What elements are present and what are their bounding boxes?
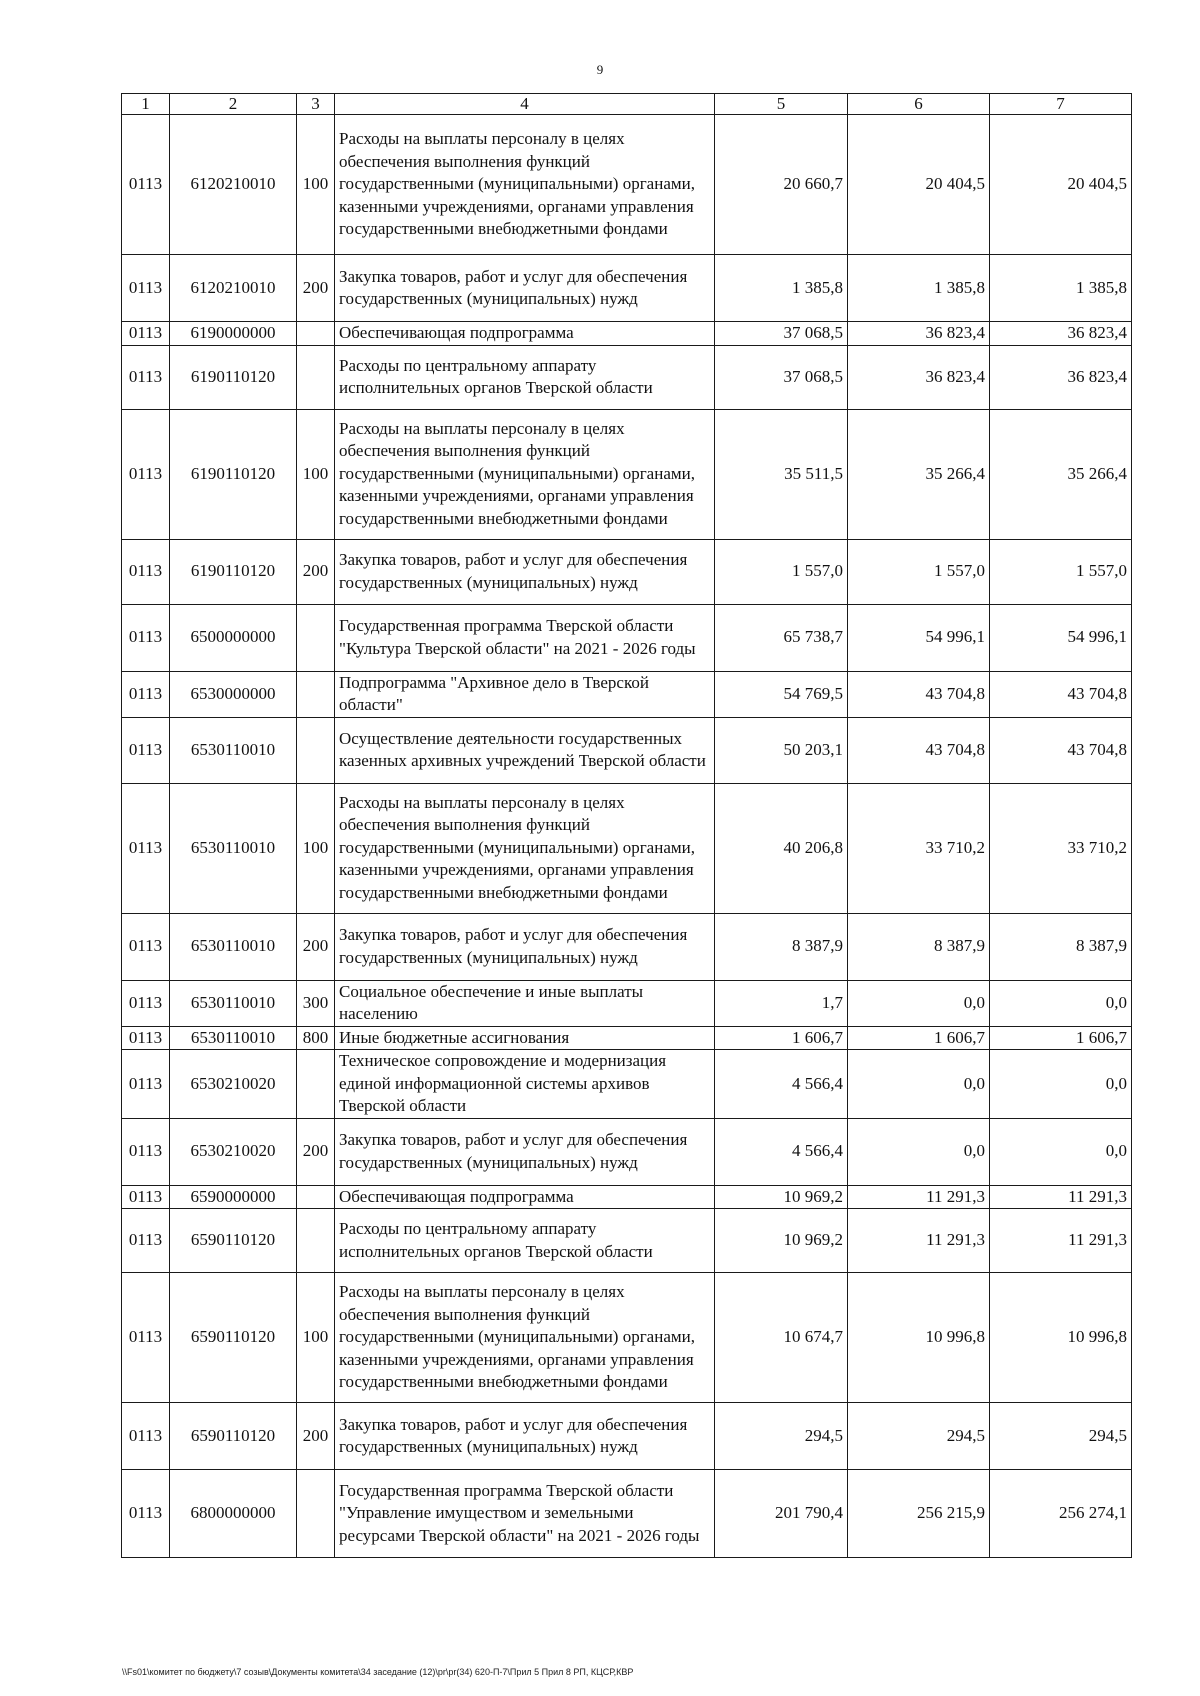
description: Расходы на выплаты персоналу в целях обеспечения выполнения функций государственными (муниципальными) органами, казенными учреждениями, органами управления государственными внебюджетными фондами xyxy=(335,783,715,913)
expense-type-code xyxy=(297,345,335,409)
section-code: 0113 xyxy=(122,1209,170,1273)
target-article-code: 6190000000 xyxy=(170,322,297,346)
column-header: 6 xyxy=(848,94,990,115)
table-row xyxy=(122,1273,1132,1403)
target-article-code: 6190110120 xyxy=(170,539,297,604)
amount-col-5: 4 566,4 xyxy=(715,1050,848,1119)
table-row xyxy=(122,980,1132,1026)
amount-col-5: 4 566,4 xyxy=(715,1118,848,1185)
column-header: 7 xyxy=(990,94,1132,115)
amount-col-5: 65 738,7 xyxy=(715,604,848,671)
table-body xyxy=(122,115,1132,1558)
section-code: 0113 xyxy=(122,255,170,322)
expense-type-code: 200 xyxy=(297,1118,335,1185)
description: Закупка товаров, работ и услуг для обеспечения государственных (муниципальных) нужд xyxy=(335,255,715,322)
table-row xyxy=(122,115,1132,255)
amount-col-6: 1 385,8 xyxy=(848,255,990,322)
description: Техническое сопровождение и модернизация единой информационной системы архивов Тверской области xyxy=(335,1050,715,1119)
amount-col-7: 54 996,1 xyxy=(990,604,1132,671)
expense-type-code: 200 xyxy=(297,913,335,980)
table-row xyxy=(122,345,1132,409)
page-number: 9 xyxy=(596,62,604,77)
amount-col-5: 20 660,7 xyxy=(715,115,848,255)
target-article-code: 6120210010 xyxy=(170,115,297,255)
description: Закупка товаров, работ и услуг для обеспечения государственных (муниципальных) нужд xyxy=(335,1118,715,1185)
description: Обеспечивающая подпрограмма xyxy=(335,1185,715,1209)
expense-type-code: 800 xyxy=(297,1026,335,1050)
amount-col-7: 33 710,2 xyxy=(990,783,1132,913)
section-code: 0113 xyxy=(122,671,170,717)
target-article-code: 6530210020 xyxy=(170,1118,297,1185)
table-row xyxy=(122,1050,1132,1119)
expense-type-code: 100 xyxy=(297,783,335,913)
target-article-code: 6530110010 xyxy=(170,980,297,1026)
amount-col-7: 0,0 xyxy=(990,980,1132,1026)
description: Расходы по центральному аппарату исполнительных органов Тверской области xyxy=(335,1209,715,1273)
expense-type-code: 100 xyxy=(297,409,335,539)
table-row xyxy=(122,1026,1132,1050)
description: Иные бюджетные ассигнования xyxy=(335,1026,715,1050)
description: Закупка товаров, работ и услуг для обеспечения государственных (муниципальных) нужд xyxy=(335,539,715,604)
footer-file-path: \\Fs01\комитет по бюджету\7 созыв\Документы комитета\34 заседание (12)\pr\pr(34) 620-П-7\Прил 5 Прил 8 РП, КЦСР,КВР xyxy=(122,1667,634,1677)
description: Расходы на выплаты персоналу в целях обеспечения выполнения функций государственными (муниципальными) органами, казенными учреждениями, органами управления государственными внебюджетными фондами xyxy=(335,115,715,255)
amount-col-5: 1 557,0 xyxy=(715,539,848,604)
description: Социальное обеспечение и иные выплаты населению xyxy=(335,980,715,1026)
target-article-code: 6590110120 xyxy=(170,1403,297,1470)
expense-type-code: 100 xyxy=(297,115,335,255)
amount-col-5: 35 511,5 xyxy=(715,409,848,539)
column-header: 1 xyxy=(122,94,170,115)
budget-table xyxy=(121,93,1132,1558)
target-article-code: 6590000000 xyxy=(170,1185,297,1209)
amount-col-7: 43 704,8 xyxy=(990,671,1132,717)
amount-col-7: 1 385,8 xyxy=(990,255,1132,322)
target-article-code: 6530110010 xyxy=(170,913,297,980)
column-header: 2 xyxy=(170,94,297,115)
amount-col-7: 20 404,5 xyxy=(990,115,1132,255)
amount-col-6: 20 404,5 xyxy=(848,115,990,255)
section-code: 0113 xyxy=(122,604,170,671)
column-header: 4 xyxy=(335,94,715,115)
amount-col-5: 10 969,2 xyxy=(715,1209,848,1273)
target-article-code: 6590110120 xyxy=(170,1209,297,1273)
target-article-code: 6120210010 xyxy=(170,255,297,322)
target-article-code: 6500000000 xyxy=(170,604,297,671)
expense-type-code xyxy=(297,1050,335,1119)
table-row xyxy=(122,1403,1132,1470)
expense-type-code xyxy=(297,322,335,346)
section-code: 0113 xyxy=(122,345,170,409)
expense-type-code: 200 xyxy=(297,539,335,604)
column-header: 5 xyxy=(715,94,848,115)
amount-col-5: 40 206,8 xyxy=(715,783,848,913)
table-row xyxy=(122,1470,1132,1558)
amount-col-7: 43 704,8 xyxy=(990,717,1132,783)
section-code: 0113 xyxy=(122,1403,170,1470)
amount-col-7: 10 996,8 xyxy=(990,1273,1132,1403)
amount-col-6: 36 823,4 xyxy=(848,322,990,346)
description: Расходы на выплаты персоналу в целях обеспечения выполнения функций государственными (муниципальными) органами, казенными учреждениями, органами управления государственными внебюджетными фондами xyxy=(335,1273,715,1403)
amount-col-5: 201 790,4 xyxy=(715,1470,848,1558)
table-row xyxy=(122,783,1132,913)
section-code: 0113 xyxy=(122,1026,170,1050)
amount-col-7: 1 606,7 xyxy=(990,1026,1132,1050)
amount-col-7: 256 274,1 xyxy=(990,1470,1132,1558)
column-header: 3 xyxy=(297,94,335,115)
description: Государственная программа Тверской области "Управление имуществом и земельными ресурсами Тверской области" на 2021 - 2026 годы xyxy=(335,1470,715,1558)
expense-type-code xyxy=(297,717,335,783)
amount-col-7: 36 823,4 xyxy=(990,322,1132,346)
section-code: 0113 xyxy=(122,409,170,539)
expense-type-code: 200 xyxy=(297,255,335,322)
table-header-row xyxy=(122,94,1132,115)
expense-type-code xyxy=(297,1185,335,1209)
table-row xyxy=(122,322,1132,346)
table-row xyxy=(122,604,1132,671)
expense-type-code xyxy=(297,671,335,717)
amount-col-7: 11 291,3 xyxy=(990,1185,1132,1209)
target-article-code: 6530110010 xyxy=(170,717,297,783)
expense-type-code: 300 xyxy=(297,980,335,1026)
expense-type-code: 200 xyxy=(297,1403,335,1470)
amount-col-5: 10 969,2 xyxy=(715,1185,848,1209)
amount-col-6: 43 704,8 xyxy=(848,717,990,783)
section-code: 0113 xyxy=(122,1118,170,1185)
section-code: 0113 xyxy=(122,717,170,783)
table-row xyxy=(122,671,1132,717)
description: Осуществление деятельности государственных казенных архивных учреждений Тверской области xyxy=(335,717,715,783)
amount-col-7: 1 557,0 xyxy=(990,539,1132,604)
table-row xyxy=(122,255,1132,322)
description: Государственная программа Тверской области "Культура Тверской области" на 2021 - 2026 годы xyxy=(335,604,715,671)
section-code: 0113 xyxy=(122,1273,170,1403)
section-code: 0113 xyxy=(122,115,170,255)
amount-col-6: 256 215,9 xyxy=(848,1470,990,1558)
amount-col-6: 11 291,3 xyxy=(848,1185,990,1209)
amount-col-5: 1 385,8 xyxy=(715,255,848,322)
amount-col-6: 36 823,4 xyxy=(848,345,990,409)
amount-col-6: 35 266,4 xyxy=(848,409,990,539)
description: Обеспечивающая подпрограмма xyxy=(335,322,715,346)
description: Расходы по центральному аппарату исполнительных органов Тверской области xyxy=(335,345,715,409)
amount-col-6: 0,0 xyxy=(848,1050,990,1119)
amount-col-6: 1 557,0 xyxy=(848,539,990,604)
amount-col-6: 11 291,3 xyxy=(848,1209,990,1273)
section-code: 0113 xyxy=(122,783,170,913)
table-row xyxy=(122,717,1132,783)
target-article-code: 6590110120 xyxy=(170,1273,297,1403)
amount-col-6: 0,0 xyxy=(848,980,990,1026)
amount-col-5: 1,7 xyxy=(715,980,848,1026)
amount-col-6: 33 710,2 xyxy=(848,783,990,913)
amount-col-7: 0,0 xyxy=(990,1118,1132,1185)
amount-col-5: 54 769,5 xyxy=(715,671,848,717)
section-code: 0113 xyxy=(122,1185,170,1209)
section-code: 0113 xyxy=(122,980,170,1026)
target-article-code: 6190110120 xyxy=(170,409,297,539)
section-code: 0113 xyxy=(122,539,170,604)
amount-col-5: 10 674,7 xyxy=(715,1273,848,1403)
target-article-code: 6800000000 xyxy=(170,1470,297,1558)
amount-col-5: 294,5 xyxy=(715,1403,848,1470)
target-article-code: 6190110120 xyxy=(170,345,297,409)
target-article-code: 6530210020 xyxy=(170,1050,297,1119)
section-code: 0113 xyxy=(122,913,170,980)
amount-col-6: 54 996,1 xyxy=(848,604,990,671)
table-row xyxy=(122,1185,1132,1209)
amount-col-5: 1 606,7 xyxy=(715,1026,848,1050)
description: Закупка товаров, работ и услуг для обеспечения государственных (муниципальных) нужд xyxy=(335,913,715,980)
table-row xyxy=(122,409,1132,539)
amount-col-7: 294,5 xyxy=(990,1403,1132,1470)
amount-col-6: 0,0 xyxy=(848,1118,990,1185)
target-article-code: 6530000000 xyxy=(170,671,297,717)
description: Закупка товаров, работ и услуг для обеспечения государственных (муниципальных) нужд xyxy=(335,1403,715,1470)
amount-col-5: 37 068,5 xyxy=(715,322,848,346)
amount-col-5: 8 387,9 xyxy=(715,913,848,980)
expense-type-code xyxy=(297,1209,335,1273)
amount-col-5: 37 068,5 xyxy=(715,345,848,409)
description: Расходы на выплаты персоналу в целях обеспечения выполнения функций государственными (муниципальными) органами, казенными учреждениями, органами управления государственными внебюджетными фондами xyxy=(335,409,715,539)
expense-type-code xyxy=(297,604,335,671)
target-article-code: 6530110010 xyxy=(170,783,297,913)
section-code: 0113 xyxy=(122,1050,170,1119)
section-code: 0113 xyxy=(122,1470,170,1558)
amount-col-6: 43 704,8 xyxy=(848,671,990,717)
amount-col-7: 36 823,4 xyxy=(990,345,1132,409)
expense-type-code xyxy=(297,1470,335,1558)
table-row xyxy=(122,1118,1132,1185)
amount-col-7: 35 266,4 xyxy=(990,409,1132,539)
amount-col-6: 1 606,7 xyxy=(848,1026,990,1050)
table-row xyxy=(122,1209,1132,1273)
amount-col-7: 11 291,3 xyxy=(990,1209,1132,1273)
description: Подпрограмма "Архивное дело в Тверской области" xyxy=(335,671,715,717)
amount-col-5: 50 203,1 xyxy=(715,717,848,783)
table-row xyxy=(122,913,1132,980)
section-code: 0113 xyxy=(122,322,170,346)
amount-col-7: 8 387,9 xyxy=(990,913,1132,980)
expense-type-code: 100 xyxy=(297,1273,335,1403)
amount-col-6: 10 996,8 xyxy=(848,1273,990,1403)
amount-col-7: 0,0 xyxy=(990,1050,1132,1119)
table-row xyxy=(122,539,1132,604)
target-article-code: 6530110010 xyxy=(170,1026,297,1050)
amount-col-6: 294,5 xyxy=(848,1403,990,1470)
amount-col-6: 8 387,9 xyxy=(848,913,990,980)
